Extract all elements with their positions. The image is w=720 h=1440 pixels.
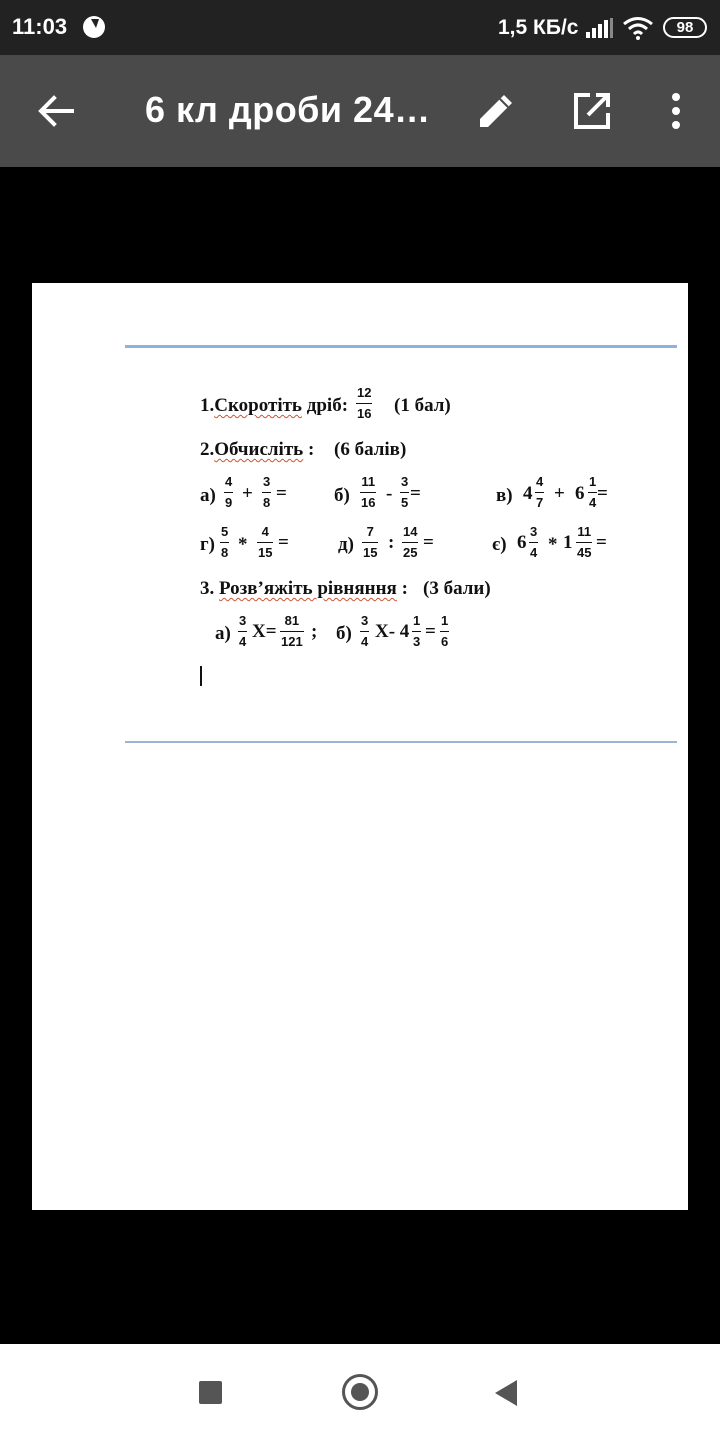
system-nav-bar — [0, 1344, 720, 1440]
denominator: 8 — [221, 545, 229, 560]
header-line — [125, 345, 677, 348]
home-circle-icon[interactable] — [342, 1374, 378, 1410]
task2d-fraction2 — [402, 524, 418, 561]
task2e-fraction1 — [529, 524, 538, 561]
denominator: 8 — [263, 495, 271, 510]
task2e-fraction2 — [576, 524, 592, 561]
denominator: 45 — [577, 545, 592, 560]
task2e-equals: = — [596, 532, 607, 553]
task2e-whole1: 6 — [517, 532, 527, 553]
task2v-letter: в) — [496, 485, 513, 506]
task3a-end: ; — [311, 621, 318, 642]
text-cursor — [200, 666, 202, 686]
task3b-fraction1 — [360, 613, 369, 650]
task2e-letter: є) — [492, 534, 507, 555]
task1-rest: дріб: — [301, 395, 349, 416]
task3-points: (3 бали) — [423, 578, 491, 599]
task2-word: Обчисліть — [214, 439, 304, 460]
task2d-letter: д) — [338, 534, 354, 555]
task2d-fraction1 — [362, 524, 378, 561]
task1-fraction — [356, 385, 372, 422]
task2g-fraction1 — [220, 524, 229, 561]
denominator: 4 — [361, 634, 369, 649]
denominator: 121 — [281, 634, 303, 649]
denominator: 6 — [441, 634, 449, 649]
task2b-letter: б) — [334, 485, 350, 506]
task3b-middle: X- 4 — [375, 621, 410, 642]
battery-indicator: 98 — [663, 17, 707, 38]
denominator: 25 — [403, 545, 418, 560]
task2b-fraction1 — [360, 474, 376, 511]
task3b-fraction3 — [440, 613, 449, 650]
task2b-equals: = — [410, 483, 421, 504]
denominator: 4 — [530, 545, 538, 560]
task2a-fraction1 — [224, 474, 233, 511]
task1-points: (1 бал) — [394, 395, 451, 416]
task2v-fraction2 — [588, 474, 597, 511]
denominator: 3 — [413, 634, 421, 649]
numerator: 3 — [239, 613, 247, 628]
task2d-operator: : — [388, 532, 395, 553]
vpn-icon — [83, 16, 105, 38]
numerator: 3 — [361, 613, 369, 628]
denominator: 15 — [258, 545, 273, 560]
task2-rest: : — [303, 439, 315, 460]
task2v-fraction1 — [535, 474, 544, 511]
document-page — [32, 283, 688, 1210]
task3a-fraction2 — [280, 613, 304, 650]
task2d-equals: = — [423, 532, 434, 553]
task3-word: Розв’яжіть рівняння — [219, 578, 397, 599]
edit-pencil-icon[interactable] — [474, 89, 518, 133]
task2-number: 2. — [200, 439, 215, 460]
numerator: 1 — [589, 474, 597, 489]
app-bar — [0, 55, 720, 167]
task2-points: (6 балів) — [334, 439, 407, 460]
task2g-letter: г) — [200, 534, 215, 555]
signal-icon — [586, 18, 614, 38]
numerator: 11 — [577, 524, 592, 539]
task3b-letter: б) — [336, 623, 352, 644]
more-vert-icon[interactable] — [660, 89, 692, 133]
task2-heading — [200, 439, 314, 461]
numerator: 3 — [401, 474, 409, 489]
task3a-fraction1 — [238, 613, 247, 650]
numerator: 1 — [413, 613, 421, 628]
task3-rest: : — [396, 578, 408, 599]
task1-heading — [200, 395, 348, 417]
numerator: 3 — [530, 524, 538, 539]
task3b-fraction2 — [412, 613, 421, 650]
task3b-equals: = — [425, 621, 436, 642]
numerator: 4 — [225, 474, 233, 489]
numerator: 5 — [221, 524, 229, 539]
task1-word: Скоротіть — [214, 395, 302, 416]
task2e-whole2: 1 — [563, 532, 573, 553]
task3-heading — [200, 578, 408, 600]
open-external-icon[interactable] — [570, 89, 614, 133]
denominator: 4 — [589, 495, 597, 510]
numerator: 1 — [441, 613, 449, 628]
denominator: 7 — [536, 495, 544, 510]
denominator: 16 — [357, 406, 372, 421]
denominator: 16 — [361, 495, 376, 510]
task3a-letter: а) — [215, 623, 231, 644]
numerator: 11 — [361, 474, 376, 489]
status-time: 11:03 — [12, 14, 68, 39]
task3a-middle: X= — [252, 621, 277, 642]
task2b-fraction2 — [400, 474, 409, 511]
task2v-equals: = — [597, 483, 608, 504]
denominator: 15 — [363, 545, 378, 560]
back-triangle-icon[interactable] — [495, 1380, 517, 1406]
task3-number: 3. — [200, 578, 219, 599]
task2v-operator: + — [554, 483, 565, 504]
wifi-icon — [622, 16, 654, 40]
task2a-letter: а) — [200, 485, 216, 506]
recents-square-icon[interactable] — [199, 1381, 222, 1404]
status-bar — [0, 0, 720, 55]
task1-number: 1. — [200, 395, 215, 416]
task2a-operator: + — [242, 483, 253, 504]
numerator: 3 — [263, 474, 271, 489]
network-speed: 1,5 КБ/с — [498, 16, 579, 39]
task2a-equals: = — [276, 483, 287, 504]
task2v-whole1: 4 — [523, 483, 533, 504]
task2b-operator: - — [386, 483, 393, 504]
numerator: 4 — [261, 524, 269, 539]
document-title: 6 кл дроби 24… — [145, 89, 431, 130]
numerator: 14 — [403, 524, 418, 539]
numerator: 4 — [536, 474, 544, 489]
denominator: 9 — [225, 495, 233, 510]
task2g-fraction2 — [257, 524, 273, 561]
footer-line — [125, 741, 677, 743]
task2a-fraction2 — [262, 474, 271, 511]
task2v-whole2: 6 — [575, 483, 585, 504]
task2g-operator: * — [238, 534, 248, 555]
denominator: 5 — [401, 495, 409, 510]
numerator: 12 — [357, 385, 372, 400]
numerator: 81 — [284, 613, 300, 628]
numerator: 7 — [366, 524, 374, 539]
denominator: 4 — [239, 634, 247, 649]
task2e-operator: * — [548, 534, 558, 555]
task2g-equals: = — [278, 532, 289, 553]
back-arrow-icon[interactable] — [34, 89, 78, 133]
